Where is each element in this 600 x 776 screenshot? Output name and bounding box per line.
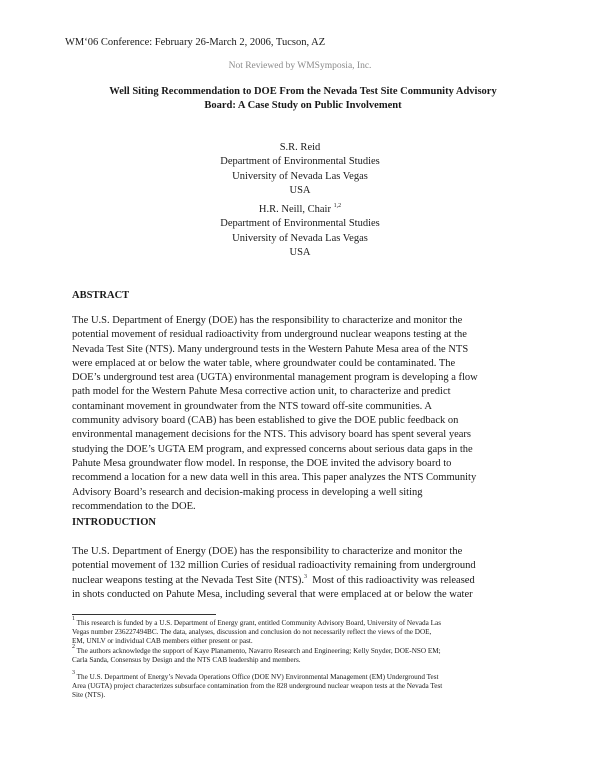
intro-line: The U.S. Department of Energy (DOE) has the responsibility to characterize and monitor the [72, 546, 463, 557]
title-line: Board: A Case Study on Public Involvement [204, 99, 402, 111]
abstract-line: potential movement of residual radioactivity from underground nuclear weapons testing at the [72, 329, 467, 341]
abstract-line: recommendation to the DOE. [72, 500, 196, 512]
footnote: $^1$ This research is funded by a U.S. Department of Energy grant, entitled Community Advisory Board, University of Nevada Las Vegas number 236227494BC. The data, analyses, discussion and conclusion do not necessarily reflect the views of the DOE, EM, UNLV or individual CAB members either present or past. [72, 616, 442, 646]
intro-line: in shots conducted on Pahute Mesa, including several that were emplaced at or below the water [72, 588, 473, 600]
abstract-line: Nevada Test Site (NTS). Many underground tests in the Western Pahute Mesa area of the NTS [72, 343, 469, 355]
author-department: Department of Environmental Studies [220, 156, 380, 168]
abstract-line: recommend a location for a new data well in this area. This paper analyzes the NTS Community [72, 472, 477, 484]
abstract-line: community advisory board (CAB) has been established to give the DOE public feedback on [72, 415, 459, 427]
introduction-heading: INTRODUCTION [72, 517, 157, 528]
author-block [0, 141, 600, 198]
footnote-ref[interactable]: 3 [304, 573, 308, 580]
footnote-divider [72, 614, 216, 615]
intro-line: potential movement of 132 million Curies of residual radioactivity remaining from underground [72, 560, 476, 572]
author-superscript: 1,2 [333, 203, 342, 209]
review-notice: Not Reviewed by WMSymposia, Inc. [228, 61, 372, 71]
author-name: H.R. Neill, Chair $^{1,2}$ [258, 203, 342, 215]
author-university: University of Nevada Las Vegas [232, 170, 368, 182]
abstract-line: path model for the Western Pahute Mesa corrective action unit, to characterize and predict [72, 386, 451, 398]
abstract-line: DOE’s underground test area (UGTA) environmental management program is developing a flow [72, 372, 478, 384]
abstract-line: The U.S. Department of Energy (DOE) has the responsibility to characterize and monitor the [72, 315, 463, 326]
footnote: $^3$ The U.S. Department of Energy’s Nevada Operations Office (DOE NV) Environmental Management (EM) Underground Test Area (UGTA) project characterizes subsurface contamination from the 828 underground nuclear weapon tests at the Nevada Test Site (NTS). [72, 670, 443, 700]
abstract-paragraph [72, 314, 538, 514]
abstract-line: were emplaced at or below the water table, where groundwater could be contaminated. The [72, 357, 456, 369]
footnote: $^2$ The authors acknowledge the support of Kaye Planamento, Navarro Research and Engineering; Kelly Snyder, DOE-NSO EM; Carla Sanda, Consensus by Design and the NTS CAB leadership and members. [72, 644, 441, 665]
paper-title [70, 85, 536, 112]
introduction-paragraph [72, 545, 538, 602]
abstract-line: studying the DOE’s UGTA EM program, and expressed concerns about serious data gaps in the [72, 443, 473, 455]
abstract-line: environmental management decisions for the NTS. This advisory board has spent several years [72, 429, 471, 441]
author-university: University of Nevada Las Vegas [232, 232, 368, 244]
abstract-line: Pahute Mesa groundwater flow model. In response, the DOE invited the advisory board to [72, 457, 452, 469]
footnote-number: 1 [72, 616, 75, 622]
author-country: USA [289, 184, 311, 196]
author-country: USA [289, 246, 311, 258]
conference-header: WM‘06 Conference: February 26-March 2, 2006, Tucson, AZ [65, 37, 326, 48]
abstract-line: contaminant movement in groundwater from the NTS toward off-site communities. A [72, 400, 432, 412]
footnote-number: 3 [72, 670, 75, 676]
title-line: Well Siting Recommendation to DOE From the Nevada Test Site Community Advisory [109, 86, 497, 97]
abstract-heading: ABSTRACT [72, 290, 130, 301]
footnote-number: 2 [72, 644, 75, 650]
author-department: Department of Environmental Studies [220, 218, 380, 230]
abstract-line: Advisory Board’s research and decision-making process in developing a well siting [72, 486, 423, 498]
author-block [0, 203, 600, 260]
author-name: S.R. Reid [279, 142, 321, 153]
intro-line: nuclear weapons testing at the Nevada Test Site (NTS).$^3$ Most of this radioactivity was released [72, 573, 475, 586]
